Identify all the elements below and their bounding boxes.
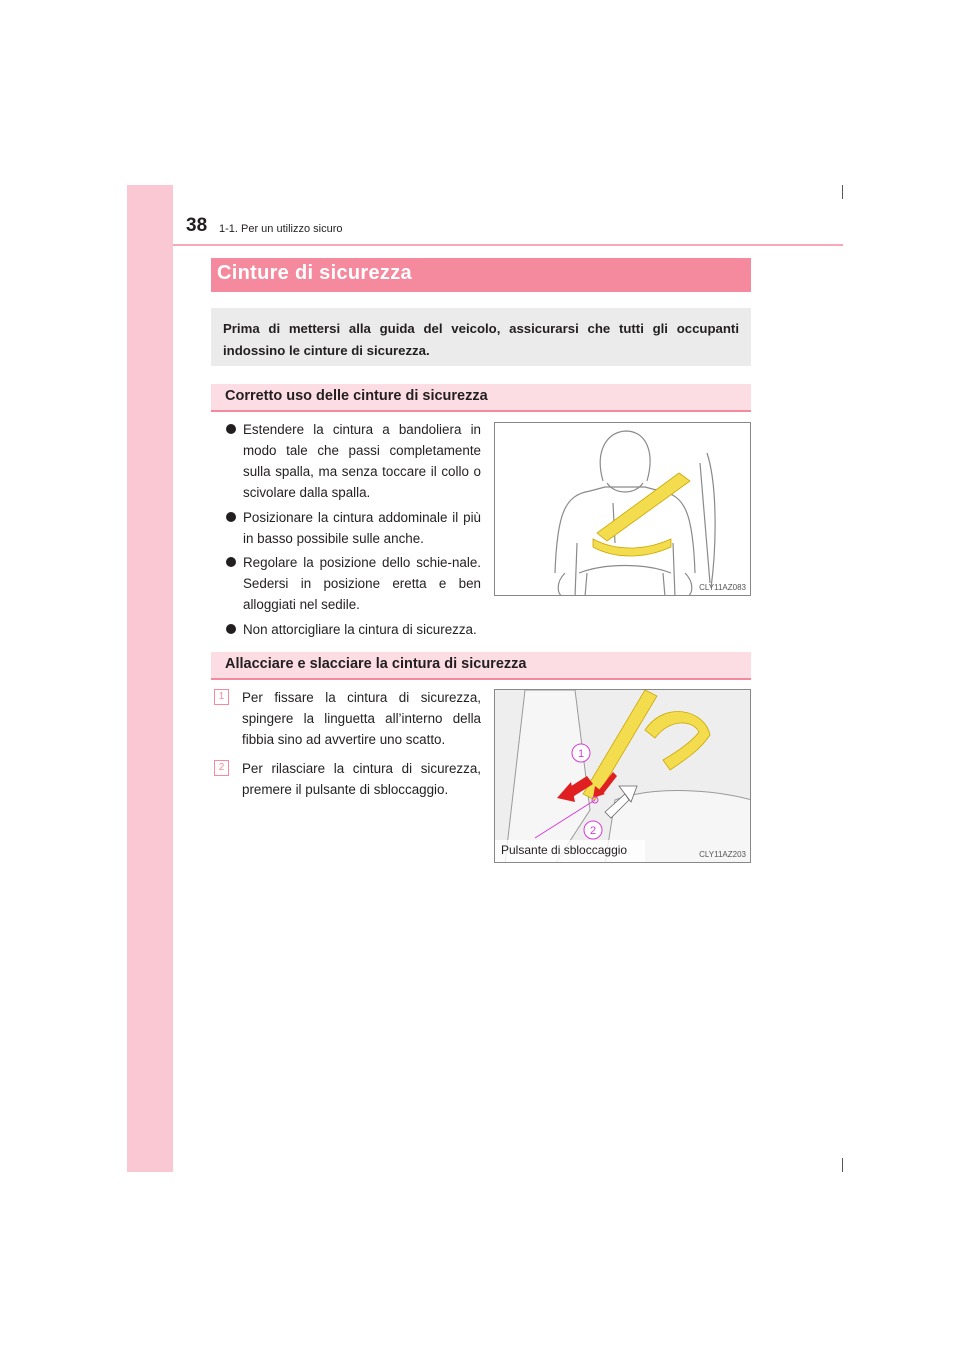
bullet-item: Non attorcigliare la cintura di sicurezza. xyxy=(226,619,546,640)
callout-2: 2 xyxy=(589,825,597,837)
bullet-item: Posizionare la cintura addominale il più in basso possibile sulle anche. xyxy=(226,507,481,549)
callout-1: 1 xyxy=(577,748,585,760)
subheading-correct-use-text: Corretto uso delle cinture di sicurezza xyxy=(225,388,488,404)
bullet-dot xyxy=(226,512,236,522)
bullet-dot xyxy=(226,557,236,567)
figure-code: CLY11AZ083 xyxy=(699,583,746,592)
side-tab-bar xyxy=(127,185,173,1172)
crop-mark-top xyxy=(842,185,843,199)
intro-box: Prima di mettersi alla guida del veicolo, assicurarsi che tutti gli occupanti indossino le cinture di sicurezza. xyxy=(211,308,751,366)
step-item: 2 Per rilasciare la cintura di sicurezza, premere il pulsante di sbloccaggio. xyxy=(214,758,481,800)
step-item: 1 Per fissare la cintura di sicurezza, spingere la linguetta all’interno della fibbia sino ad avvertire uno scatto. xyxy=(214,687,481,750)
figure-code: CLY11AZ203 xyxy=(699,850,746,859)
seated-person-drawing xyxy=(495,423,751,596)
bullet-item: Estendere la cintura a bandoliera in modo tale che passi completamente sulla spalla, ma senza toccare il collo o scivolare dalla spalla. xyxy=(226,419,481,503)
bullet-dot xyxy=(226,424,236,434)
subheading-correct-use xyxy=(211,384,751,412)
bullet-item: Regolare la posizione dello schie-nale. Sedersi in posizione eretta e ben alloggiati nel sedile. xyxy=(226,552,481,615)
header-rule xyxy=(173,244,843,246)
buckle-illustration xyxy=(494,689,751,863)
subheading-fasten-text: Allacciare e slacciare la cintura di sicurezza xyxy=(225,656,527,672)
step-number: 1 xyxy=(214,689,229,705)
crop-mark-bottom xyxy=(842,1158,843,1172)
bullet-dot xyxy=(226,624,236,634)
release-button-label: Pulsante di sbloccaggio xyxy=(501,843,628,857)
page-number: 38 xyxy=(186,215,208,236)
section-title-bar xyxy=(211,258,751,292)
section-title: Cinture di sicurezza xyxy=(217,262,412,284)
subheading-fasten xyxy=(211,652,751,680)
step-number: 2 xyxy=(214,760,229,776)
running-title: 1-1. Per un utilizzo sicuro xyxy=(219,223,343,235)
seated-person-belt-illustration xyxy=(494,422,751,596)
buckle-drawing xyxy=(495,690,751,863)
